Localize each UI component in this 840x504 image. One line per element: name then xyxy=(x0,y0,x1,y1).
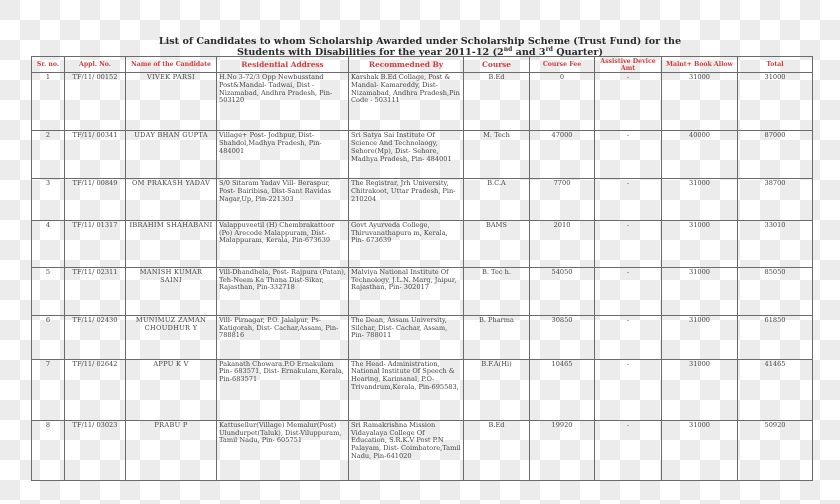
cell-maint-book-allow: 31000 xyxy=(662,359,738,420)
cell-total: 50920 xyxy=(738,420,813,480)
cell-candidate-name: MANISH KUMAR SAINI xyxy=(126,267,217,315)
table-row xyxy=(32,420,813,480)
cell-sr-no: 4 xyxy=(32,220,65,267)
cell-course-fee: 7700 xyxy=(530,179,595,221)
cell-appl-no: TF/11/ 02311 xyxy=(65,267,126,315)
cell-appl-no: TF/11/ 00152 xyxy=(65,73,126,131)
cell-recommended-by: Sri Ramakrishna Mission Vidayalaya College Of Education, S.R.K.V Post P.N Palayam, Dist- Coimbatore,Tamil Nadu, Pin-641020 xyxy=(349,420,464,480)
cell-address: Vill- Pirnagar, P.O. Jalalpur, Ps- Katigorah, Dist- Cachar,Assam, Pin- 788816 xyxy=(217,315,349,359)
cell-candidate-name: APPU K V xyxy=(126,359,217,420)
cell-address: H.No 3-72/3 Opp Newbusstand Post&Mandal- Tadwai, Dist - Nizamabad, Andhra Pradesh, Pin-503120 xyxy=(217,73,349,131)
title-line-1: List of Candidates to whom Scholarship Awarded under Scholarship Scheme (Trust Fund) for the xyxy=(158,36,682,47)
cell-course-fee: 2010 xyxy=(530,220,595,267)
cell-course-fee: 10465 xyxy=(530,359,595,420)
cell-assistive-device: - xyxy=(595,220,662,267)
header-sr-no: Sr. no. xyxy=(32,57,65,73)
cell-candidate-name: PRABU P xyxy=(126,420,217,480)
cell-assistive-device: - xyxy=(595,179,662,221)
cell-recommended-by: Karshak B.Ed Collage, Post & Mandal- Kamareddy, Dist- Nizamabad, Andhra Pradesh,Pin Code - 503111 xyxy=(349,73,464,131)
scholarship-table xyxy=(31,56,813,481)
cell-total: 87000 xyxy=(738,131,813,179)
cell-total: 41465 xyxy=(738,359,813,420)
header-address: Residential Address xyxy=(217,57,349,73)
table-row xyxy=(32,359,813,420)
cell-course: B.Ed xyxy=(464,73,530,131)
cell-assistive-device: - xyxy=(595,73,662,131)
table-row xyxy=(32,73,813,131)
cell-total: 31000 xyxy=(738,73,813,131)
cell-recommended-by: The Head- Administration, National Institute Of Speech & Hearing, Karimanal, P.O- Trivandrum,Kerala, Pin-695583, xyxy=(349,359,464,420)
cell-course: B.F.A(Hi) xyxy=(464,359,530,420)
cell-candidate-name: OM PRAKASH YADAV xyxy=(126,179,217,221)
cell-maint-book-allow: 31000 xyxy=(662,420,738,480)
header-maint-book-allow: Maint+ Book Allow xyxy=(662,57,738,73)
header-name: Name of the Candidate xyxy=(126,57,217,73)
cell-candidate-name: UDAY BHAN GUPTA xyxy=(126,131,217,179)
cell-sr-no: 7 xyxy=(32,359,65,420)
cell-recommended-by: Govt Ayurveda College, Thiruvanathapura m, Kerala, Pin- 673639 xyxy=(349,220,464,267)
cell-assistive-device: - xyxy=(595,267,662,315)
cell-total: 61850 xyxy=(738,315,813,359)
cell-appl-no: TF/11/ 00849 xyxy=(65,179,126,221)
cell-address: Kattusellur(Village) Memalur(Post) Ulundurpet(Taluk), Dist-Viluppuram, Tamil Nadu, Pin- 605751 xyxy=(217,420,349,480)
cell-total: 38700 xyxy=(738,179,813,221)
cell-maint-book-allow: 31000 xyxy=(662,315,738,359)
header-appl-no: Appl. No. xyxy=(65,57,126,73)
cell-course-fee: 30850 xyxy=(530,315,595,359)
header-course: Course xyxy=(464,57,530,73)
cell-recommended-by: The Registrar, Jrh University, Chitrakoot, Uttar Pradesh, Pin- 210204 xyxy=(349,179,464,221)
cell-course: B. Pharma xyxy=(464,315,530,359)
table-row xyxy=(32,315,813,359)
cell-recommended-by: Malviya National Institute Of Technology, J.L.N. Marg, Jaipur, Rajasthan, Pin- 302017 xyxy=(349,267,464,315)
cell-assistive-device: - xyxy=(595,359,662,420)
cell-course: M. Tech xyxy=(464,131,530,179)
cell-total: 85050 xyxy=(738,267,813,315)
cell-sr-no: 2 xyxy=(32,131,65,179)
cell-recommended-by: The Dean, Assam University, Silchar, Dist- Cachar, Assam, Pin- 788011 xyxy=(349,315,464,359)
cell-sr-no: 1 xyxy=(32,73,65,131)
cell-address: Vill-Dhandhela, Post- Rajpura (Patan), Teh-Neem Ka Thana Dist-Sikar, Rajasthan, Pin-332718 xyxy=(217,267,349,315)
cell-address: S/0 Sitaram Yadav Vill- Beraspur, Post- Bairibisa, Dist-Sant Ravidas Nagar,Up, Pin-221303 xyxy=(217,179,349,221)
cell-appl-no: TF/11/ 02430 xyxy=(65,315,126,359)
cell-total: 33010 xyxy=(738,220,813,267)
header-course-fee: Course Fee xyxy=(530,57,595,73)
cell-maint-book-allow: 31000 xyxy=(662,179,738,221)
cell-sr-no: 6 xyxy=(32,315,65,359)
cell-sr-no: 8 xyxy=(32,420,65,480)
cell-appl-no: TF/11/ 02642 xyxy=(65,359,126,420)
header-assistive-device: Assistive Device Amt xyxy=(595,57,662,73)
cell-address: Village+ Post- Jodhpur, Dist- Shahdol,Madhya Pradesh, Pin-484001 xyxy=(217,131,349,179)
cell-maint-book-allow: 31000 xyxy=(662,73,738,131)
cell-course-fee: 54050 xyxy=(530,267,595,315)
table-row xyxy=(32,179,813,221)
cell-course: B.C.A xyxy=(464,179,530,221)
header-recommended-by: Recommedned By xyxy=(349,57,464,73)
cell-course-fee: 0 xyxy=(530,73,595,131)
cell-appl-no: TF/11/ 03023 xyxy=(65,420,126,480)
cell-candidate-name: MUNIMUZ ZAMAN CHOUDHUR Y xyxy=(126,315,217,359)
table-row xyxy=(32,220,813,267)
title-line-2: Students with Disabilities for the year 2011-12 (2nd and 3rd Quarter) xyxy=(236,45,603,58)
cell-sr-no: 3 xyxy=(32,179,65,221)
cell-appl-no: TF/11/ 00341 xyxy=(65,131,126,179)
cell-address: Valappuveetil (H) Chembrakattoor (Po) Arecode Malappuram, Dist- Malappuram, Kerala, Pin-673639 xyxy=(217,220,349,267)
table-header-row xyxy=(32,57,813,73)
cell-candidate-name: VIVEK PARSI xyxy=(126,73,217,131)
cell-maint-book-allow: 40000 xyxy=(662,131,738,179)
cell-assistive-device: - xyxy=(595,420,662,480)
header-total: Total xyxy=(738,57,813,73)
cell-recommended-by: Sri Satya Sai Institute Of Science And Technolaogy, Sehore(Mp), Dist- Sehore, Madhya Pradesh, Pin- 484001 xyxy=(349,131,464,179)
table-row xyxy=(32,267,813,315)
cell-sr-no: 5 xyxy=(32,267,65,315)
cell-course: B.Ed xyxy=(464,420,530,480)
table-row xyxy=(32,131,813,179)
cell-assistive-device: - xyxy=(595,315,662,359)
cell-address: Pakanath Chowara.P.O Ernakulam Pin- 683571, Dist- Ernakulam,Kerala, Pin-683571 xyxy=(217,359,349,420)
cell-maint-book-allow: 31000 xyxy=(662,220,738,267)
cell-candidate-name: IBRAHIM SHAHABANI xyxy=(126,220,217,267)
cell-appl-no: TF/11/ 01317 xyxy=(65,220,126,267)
cell-assistive-device: - xyxy=(595,131,662,179)
cell-maint-book-allow: 31000 xyxy=(662,267,738,315)
cell-course-fee: 47000 xyxy=(530,131,595,179)
cell-course: B. Tec h. xyxy=(464,267,530,315)
cell-course-fee: 19920 xyxy=(530,420,595,480)
cell-course: BAMS xyxy=(464,220,530,267)
document-title xyxy=(0,37,840,58)
